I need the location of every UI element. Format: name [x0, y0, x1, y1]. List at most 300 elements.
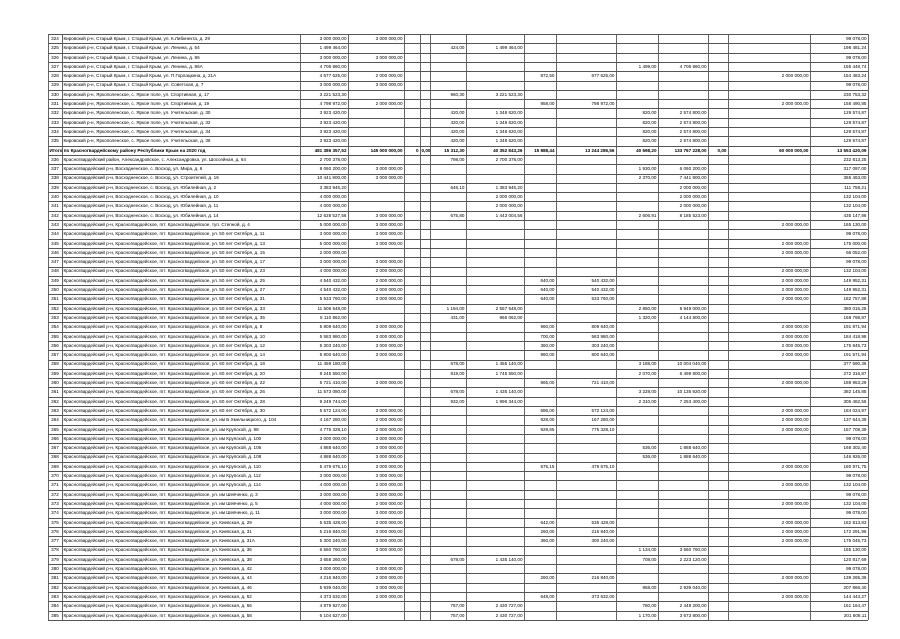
- row-value: 2 000 000,00: [781, 593, 809, 599]
- row-value: 161 164,47: [843, 603, 867, 609]
- row-value: 175 045,73: [843, 538, 867, 544]
- total-row-value: 13 244 286,56: [585, 147, 615, 153]
- row-number: 370: [51, 473, 59, 478]
- row-address: Красногвардейский р-н, Красногвардейское, пгт. Красногвардейское, ул. 60 лет Октября, д. 20: [63, 370, 265, 376]
- row-value: 2 000 000,00: [781, 500, 809, 506]
- row-address: Красногвардейский р-н, Красногвардейское, пгт. Красногвардейское, ул. 60 лет Октября, д. 14: [63, 352, 265, 358]
- row-value: 929,65: [540, 426, 555, 432]
- row-value: 2 700 378,00: [495, 156, 523, 162]
- row-number: 362: [51, 398, 59, 404]
- row-address: Красногвардейский р-н, Красногвардейское, пгт. Красногвардейское, ул. им Шевченко, д. 3: [63, 491, 258, 497]
- row-value: 2 000 000,00: [495, 194, 523, 199]
- row-value: 3 000 000,00: [375, 212, 403, 218]
- row-value: 540 432,00: [591, 287, 615, 292]
- row-address: Красногвардейский р-н, Красногвардейское, пгт. Красногвардейское, ул. 60 лет Октября, д. 28: [63, 398, 265, 404]
- row-value: 3 000 000,00: [375, 333, 403, 339]
- row-value: 4 216 840,00: [319, 575, 347, 581]
- row-number: 348: [51, 268, 59, 274]
- row-value: 8 060 200,00: [319, 166, 347, 172]
- row-number: 380: [51, 566, 59, 571]
- row-number: 381: [51, 575, 59, 581]
- row-address: Красногвардейский р-н, Красногвардейское, пгт. Красногвардейское, ул. Киевская, д. 58: [63, 612, 252, 618]
- row-value: 1 888 640,00: [679, 445, 707, 451]
- row-value: 2 430 727,00: [495, 612, 523, 618]
- row-value: 149 952,31: [843, 277, 867, 283]
- row-address: Кировский р-н, Старый Крым, г. Старый Крым, ул. П.Горлацкина, д. 21А: [63, 73, 217, 79]
- row-value: 360,00: [540, 538, 555, 544]
- row-value: 99 078,00: [846, 231, 867, 237]
- row-value: 798 972,00: [591, 101, 615, 106]
- row-number: 337: [51, 166, 59, 172]
- row-value: 3 000 000,00: [375, 296, 403, 302]
- row-address: Кировский р-н, Яркополенское, с. Яркое поле, ул. Учительская, д. 32: [63, 119, 211, 125]
- row-address: Кировский р-н, Яркополенское, с. Яркое поле, ул. Спортивная, д. 19: [63, 101, 210, 106]
- row-value: 191 871,94: [843, 324, 867, 330]
- row-value: 865,00: [540, 380, 555, 385]
- row-value: 1 745 550,00: [495, 370, 523, 376]
- row-value: 3 188,00: [638, 361, 657, 367]
- row-value: 5 809 640,00: [319, 324, 347, 330]
- row-value: 2 000 000,00: [781, 575, 809, 581]
- row-address: Красногвардейский р-н, Красногвардейское, пгт. Красногвардейское, ул. им Крупской, д. 110: [63, 463, 261, 469]
- row-value: 3 228,00: [638, 389, 657, 395]
- row-number: 360: [51, 380, 59, 385]
- row-number: 385: [51, 612, 59, 618]
- row-address: Красногвардейский р-н, Красногвардейское, пгт. Красногвардейское, ул. 50 лет Октября, д. 11: [63, 231, 265, 237]
- row-value: 4 373 632,00: [319, 593, 347, 599]
- row-address: Красногвардейский р-н, Красногвардейское, пгт. Красногвардейское, ул. 60 лет Октября, д. 10: [63, 333, 265, 339]
- row-value: 4 677 625,00: [319, 73, 347, 79]
- table-row-rule: [48, 620, 868, 621]
- row-value: 960,00: [540, 324, 555, 330]
- row-value: 11 573 080,00: [317, 389, 347, 395]
- row-value: 5 300 240,00: [319, 538, 347, 544]
- row-value: 132 104,00: [843, 194, 867, 199]
- row-number: 344: [51, 231, 59, 237]
- row-value: 575,15: [540, 463, 555, 469]
- row-address: Красногвардейский р-н, Красногвардейское, пгт. Красногвардейское, ул. им Крупской, д. 112: [63, 473, 261, 478]
- row-value: 146 926,00: [843, 454, 867, 460]
- row-value: 678,00: [450, 389, 465, 395]
- row-address: Красногвардейский р-н, Красногвардейское, пгт. Красногвардейское, ул. Киевская, д. 46: [63, 584, 252, 590]
- row-address: Кировский р-н, Яркополенское, с. Яркое поле, ул. Учительская, д. 30: [63, 110, 211, 116]
- row-value: 2 000 000,00: [781, 352, 809, 358]
- row-value: 809 640,00: [591, 324, 615, 330]
- row-value: 373 632,00: [591, 593, 615, 599]
- row-value: 3 560 760,00: [679, 547, 707, 553]
- row-value: 2 850,00: [638, 305, 657, 311]
- row-value: 2 000 000,00: [781, 426, 809, 432]
- row-value: 3 658 260,00: [319, 556, 347, 562]
- total-row-value: 481 386 357,52: [314, 147, 347, 153]
- row-value: 99 078,00: [846, 566, 867, 571]
- row-value: 99 078,00: [846, 435, 867, 441]
- row-value: 182 813,83: [843, 519, 867, 525]
- row-address: Красногвардейский р-н, Восходненское, с. Восход, ул. Юбилейная, д. 2: [63, 184, 217, 190]
- row-value: 182 757,86: [843, 296, 867, 302]
- row-value: 165 130,00: [843, 547, 867, 553]
- row-value: 2 000 000,00: [781, 519, 809, 525]
- row-value: 3 000 000,00: [375, 538, 403, 544]
- row-address: Красногвардейский р-н, Красногвардейское, пгт. Красногвардейское, ул. Киевская, д. 36: [63, 547, 252, 553]
- row-value: 382 145,85: [843, 389, 867, 395]
- total-row-value: 15 888,44: [534, 147, 555, 153]
- row-value: 958,00: [642, 584, 657, 590]
- row-value: 99 078,00: [846, 54, 867, 60]
- row-value: 4 167 280,00: [319, 417, 347, 423]
- row-value: 3 923 420,00: [319, 110, 347, 116]
- row-value: 184 024,97: [843, 407, 867, 413]
- row-value: 4 798 972,00: [319, 101, 347, 106]
- row-value: 132 104,00: [843, 482, 867, 488]
- row-value: 2 000 000,00: [781, 296, 809, 302]
- row-value: 2 000 000,00: [781, 73, 809, 79]
- row-address: Красногвардейский р-н, Красногвардейское, пгт. Красногвардейское, ул. 60 лет Октября, д. 30: [63, 407, 265, 413]
- row-value: 129 574,87: [843, 128, 867, 134]
- row-address: Кировский р-н, Яркополенское, с. Яркое поле, ул. Учительская, д. 36: [63, 138, 211, 144]
- row-value: 3 000 000,00: [375, 584, 403, 590]
- row-value: 10 441 800,00: [317, 175, 347, 181]
- row-number: 357: [51, 352, 59, 358]
- row-value: 6 104 527,00: [319, 612, 347, 618]
- row-value: 8 949 000,00: [679, 305, 707, 311]
- row-value: 2 000 000,00: [375, 593, 403, 599]
- row-number: 359: [51, 370, 59, 376]
- row-value: 1 348 620,00: [495, 110, 523, 116]
- row-number: 347: [51, 259, 59, 265]
- row-value: 2 430 727,00: [495, 603, 523, 609]
- row-value: 800 640,00: [591, 352, 615, 358]
- row-value: 3 673 800,00: [679, 612, 707, 618]
- row-value: 708,00: [642, 556, 657, 562]
- row-value: 2 000 000,00: [375, 101, 403, 106]
- row-value: 960,30: [450, 91, 465, 97]
- total-row-value: 145 000 000,00: [370, 147, 403, 153]
- row-number: 330: [51, 91, 59, 97]
- row-value: 540 432,00: [591, 277, 615, 283]
- row-value: 7 441 800,00: [679, 175, 707, 181]
- total-row-value: 13 553 420,09: [837, 147, 867, 153]
- row-value: 232 813,25: [843, 156, 867, 162]
- row-value: 230 753,32: [843, 91, 867, 97]
- row-value: 111 758,21: [844, 184, 867, 190]
- row-value: 4 706 860,00: [679, 63, 707, 69]
- row-number: 358: [51, 361, 59, 367]
- row-address: Красногвардейский р-н, Красногвардейское, пгт. Красногвардейское, ул. 60 лет Октября, д. 26: [63, 389, 265, 395]
- row-value: 168 302,40: [843, 445, 867, 451]
- row-value: 198 481,24: [843, 45, 867, 51]
- row-number: 331: [51, 101, 59, 106]
- row-value: 7 253 400,00: [679, 398, 707, 404]
- row-value: 2 000 000,00: [319, 249, 347, 255]
- row-value: 2 700 378,00: [319, 156, 347, 162]
- row-value: 3 923 420,00: [319, 119, 347, 125]
- row-value: 1 194,00: [446, 305, 465, 311]
- row-value: 932,00: [450, 398, 465, 404]
- row-value: 820,00: [642, 128, 657, 134]
- row-number: 332: [51, 110, 59, 116]
- row-value: 2 000 000,00: [781, 482, 809, 488]
- row-value: 3 000 000,00: [375, 240, 403, 246]
- row-value: 167 280,00: [591, 417, 615, 423]
- row-number: 351: [51, 296, 59, 302]
- row-value: 640,00: [540, 296, 555, 302]
- row-address: Кировский р-н, Старый Крым, г. Старый Крым, ул. Ленина, д. 86: [63, 54, 200, 60]
- row-value: 3 000 000,00: [375, 463, 403, 469]
- row-value: 958,00: [540, 101, 555, 106]
- row-value: 9 249 744,00: [319, 398, 347, 404]
- row-address: Красногвардейский р-н, Красногвардейское, пгт. Красногвардейское, туп. Степной, д. 4: [63, 221, 250, 227]
- row-value: 2 574 800,00: [679, 128, 707, 134]
- row-number: 384: [51, 603, 59, 609]
- row-value: 129 574,87: [843, 138, 867, 144]
- table-column-rule: [708, 34, 709, 620]
- row-address: Красногвардейский р-н, Красногвардейское, пгт. Красногвардейское, ул. 50 лет Октября, д. 27: [63, 287, 265, 292]
- row-value: 819,00: [450, 370, 465, 376]
- row-value: 165 130,00: [843, 221, 867, 227]
- row-value: 420,00: [450, 110, 465, 116]
- row-number: 356: [51, 342, 59, 348]
- row-value: 188 953,29: [843, 380, 867, 385]
- row-value: 1 455 140,00: [495, 361, 523, 367]
- row-value: 820,00: [642, 119, 657, 125]
- row-value: 3 221 523,30: [495, 91, 523, 97]
- row-value: 365 463,00: [843, 175, 867, 181]
- row-number: 334: [51, 128, 59, 134]
- row-value: 3 000 000,00: [375, 528, 403, 534]
- row-value: 3 923 420,00: [319, 138, 347, 144]
- row-value: 99 078,00: [846, 82, 867, 88]
- row-value: 3 000 000,00: [375, 221, 403, 227]
- row-value: 966 062,00: [499, 314, 523, 320]
- row-value: 2 000 000,00: [781, 407, 809, 413]
- row-value: 157 708,39: [843, 426, 867, 432]
- row-value: 3 000 000,00: [375, 510, 403, 516]
- total-row-label: Итого по Красногвардейскому району Республики Крым на 2020 год: [49, 147, 206, 153]
- row-value: 11 459 180,00: [317, 361, 347, 367]
- row-value: 175 845,73: [843, 342, 867, 348]
- row-value: 5 000 000,00: [319, 221, 347, 227]
- row-value: 3 000 000,00: [375, 380, 403, 385]
- row-address: Красногвардейский р-н, Красногвардейское, пгт. Красногвардейское, ул. им Крупской, д. 98: [63, 426, 259, 432]
- row-value: 5 000 000,00: [319, 240, 347, 246]
- row-address: Красногвардейский р-н, Красногвардейское, пгт. Красногвардейское, ул. им Крупской, д. 106: [63, 445, 262, 451]
- row-value: 172 291,96: [843, 528, 867, 534]
- row-address: Красногвардейский р-н, Красногвардейское, пгт. Красногвардейское, ул. им Б.Хмельницкого, д. 104: [63, 417, 277, 423]
- row-value: 3 000 000,00: [375, 175, 403, 181]
- row-value: 3 000 000,00: [375, 324, 403, 330]
- row-number: 345: [51, 240, 59, 246]
- table-column-rule: [868, 34, 869, 620]
- row-value: 1 435 140,00: [495, 556, 523, 562]
- row-value: 360,00: [540, 342, 555, 348]
- row-value: 2 000 000,00: [781, 221, 809, 227]
- row-value: 2 000 000,00: [679, 194, 707, 199]
- row-value: 960,00: [540, 352, 555, 358]
- row-address: Красногвардейский район, Александровское, с. Александровка, ул. Шоссейная, д. 64: [63, 156, 246, 162]
- row-value: 3 000 000,00: [375, 445, 403, 451]
- row-value: 260,00: [540, 528, 555, 534]
- row-address: Красногвардейский р-н, Красногвардейское, пгт. Красногвардейское, ул. 50 лет Октября, д. 31: [63, 296, 265, 302]
- row-value: 1 435 140,00: [495, 389, 523, 395]
- row-value: 168 798,87: [843, 314, 867, 320]
- row-number: 383: [51, 593, 59, 599]
- row-value: 2 000 000,00: [375, 277, 403, 283]
- row-number: 326: [51, 54, 59, 60]
- row-value: 216 840,00: [591, 528, 615, 534]
- row-value: 775 328,10: [591, 426, 615, 432]
- row-value: 780,00: [642, 603, 657, 609]
- table-column-rule: [420, 34, 421, 620]
- row-value: 2 574 800,00: [679, 110, 707, 116]
- row-value: 1 888 640,00: [679, 454, 707, 460]
- row-value: 686,00: [540, 407, 555, 413]
- row-value: 2 000 000,00: [375, 73, 403, 79]
- row-address: Красногвардейский р-н, Красногвардейское, пгт. Красногвардейское, ул. Киевская, д. 38: [63, 556, 252, 562]
- row-value: 207 866,40: [843, 584, 867, 590]
- row-address: Красногвардейский р-н, Красногвардейское, пгт. Красногвардейское, ул. Киевская, д. 52: [63, 593, 252, 599]
- row-value: 2 310,00: [638, 398, 657, 404]
- row-value: 533 760,00: [591, 296, 615, 302]
- row-value: 3 000 000,00: [319, 54, 347, 60]
- row-value: 272 316,87: [843, 370, 867, 376]
- row-address: Красногвардейский р-н, Красногвардейское, пгт. Красногвардейское, ул. Киевская, д. 29: [63, 519, 252, 525]
- row-number: 374: [51, 510, 59, 516]
- row-value: 3 000 000,00: [375, 54, 403, 60]
- row-number: 333: [51, 119, 59, 125]
- row-value: 678,00: [450, 361, 465, 367]
- row-value: 572 124,00: [591, 407, 615, 413]
- row-number: 342: [51, 212, 59, 218]
- row-address: Кировский р-н, Старый Крым, г. Старый Крым, ул. Советская, д. 7: [63, 82, 204, 88]
- row-number: 328: [51, 73, 59, 79]
- row-value: 646,10: [450, 184, 465, 190]
- row-value: 377 590,36: [843, 361, 867, 367]
- row-value: 191 571,94: [843, 352, 867, 358]
- row-value: 132 104,00: [843, 500, 867, 506]
- row-value: 2 000 000,00: [781, 528, 809, 534]
- row-value: 757,00: [450, 612, 465, 618]
- row-value: 420,00: [450, 138, 465, 144]
- row-value: 1 996 344,00: [495, 398, 523, 404]
- row-value: 4 144 800,00: [679, 314, 707, 320]
- row-value: 132 104,00: [843, 203, 867, 209]
- row-number: 355: [51, 333, 59, 339]
- row-value: 99 078,00: [846, 473, 867, 478]
- row-number: 378: [51, 547, 59, 553]
- row-address: Красногвардейский р-н, Красногвардейское, пгт. Красногвардейское, ул. им Крупской, д. 100: [63, 435, 262, 441]
- row-value: 872,50: [540, 73, 555, 79]
- row-value: 2 000 000,00: [781, 240, 809, 246]
- row-value: 2 000 000,00: [781, 324, 809, 330]
- row-value: 4 888 640,00: [319, 445, 347, 451]
- row-value: 2 000 000,00: [375, 268, 403, 274]
- row-address: Красногвардейский р-н, Восходненское, с. Восход, ул. Юбилейная, д. 10: [63, 194, 219, 199]
- row-value: 2 000 000,00: [375, 417, 403, 423]
- row-value: 479 675,10: [591, 463, 615, 469]
- row-address: Красногвардейский р-н, Красногвардейское, пгт. Красногвардейское, ул. им Крупской, д. 114: [63, 482, 261, 488]
- row-value: 4 000 000,00: [319, 194, 347, 199]
- row-value: 2 000 000,00: [781, 101, 809, 106]
- row-value: 4 000 000,00: [319, 203, 347, 209]
- row-address: Красногвардейский р-н, Красногвардейское, пгт. Красногвардейское, ул. Киевская, д. 31А: [63, 538, 255, 544]
- row-value: 2 939 040,00: [679, 584, 707, 590]
- table-column-rule: [404, 34, 405, 620]
- row-address: Красногвардейский р-н, Красногвардейское, пгт. Красногвардейское, ул. им Шевченко, д. 5: [63, 500, 258, 506]
- row-value: 4 000 000,00: [319, 482, 347, 488]
- total-row-value: 133 767 228,00: [674, 147, 707, 153]
- row-value: 2 000 000,00: [781, 538, 809, 544]
- row-value: 380 015,25: [843, 305, 867, 311]
- row-value: 5 479 675,10: [319, 463, 347, 469]
- row-number: 375: [51, 519, 59, 525]
- row-value: 3 000 000,00: [375, 473, 403, 478]
- row-value: 3 000 000,00: [319, 510, 347, 516]
- row-value: 2 000 000,00: [781, 463, 809, 469]
- row-number: 371: [51, 482, 59, 488]
- row-value: 1 348 620,00: [495, 128, 523, 134]
- row-number: 364: [51, 417, 59, 423]
- row-address: Красногвардейский р-н, Красногвардейское, пгт. Красногвардейское, ул. 50 лет Октября, д. 13: [63, 240, 265, 246]
- row-value: 11 506 548,00: [317, 305, 347, 311]
- row-value: 677 625,00: [591, 73, 615, 79]
- row-address: Красногвардейский р-н, Красногвардейское, пгт. Красногвардейское, ул. им Шевченко, д. 11: [63, 510, 260, 516]
- row-value: 648,00: [540, 593, 555, 599]
- row-number: 346: [51, 249, 59, 255]
- row-value: 158 490,85: [843, 101, 867, 106]
- row-value: 317 097,00: [843, 166, 867, 172]
- row-value: 640,00: [540, 287, 555, 292]
- row-address: Красногвардейский р-н, Красногвардейское, пгт. Красногвардейское, ул. 60 лет Октября, д. 8: [63, 324, 263, 330]
- row-value: 4 888 640,00: [319, 454, 347, 460]
- row-address: Кировский р-н, Старый Крым, г. Старый Крым, ул. Ленина, д. 86А: [63, 63, 203, 69]
- row-value: 66 052,00: [846, 249, 867, 255]
- row-value: 2 000 000,00: [781, 417, 809, 423]
- row-value: 184 418,98: [843, 333, 867, 339]
- row-value: 3 000 000,00: [319, 473, 347, 478]
- row-value: 420,00: [450, 119, 465, 125]
- row-number: 373: [51, 500, 59, 506]
- row-value: 3 000 000,00: [375, 566, 403, 571]
- row-value: 5 110 862,00: [320, 314, 347, 320]
- row-address: Красногвардейский р-н, Красногвардейское, пгт. Красногвардейское, ул. 50 лет Октября, д. 25: [63, 277, 265, 283]
- row-value: 3 000 000,00: [375, 352, 403, 358]
- row-address: Кировский р-н, Старый Крым, г. Старый Крым, ул. Ленина, д. 54: [63, 45, 200, 51]
- row-value: 4 540 432,00: [319, 277, 347, 283]
- row-value: 3 000 000,00: [375, 435, 403, 441]
- row-address: Красногвардейский р-н, Красногвардейское, пгт. Красногвардейское, ул. 60 лет Октября, д. 18: [63, 361, 265, 367]
- row-address: Кировский р-н, Яркополенское, с. Яркое поле, ул. Спортивная, д. 17: [63, 91, 210, 97]
- row-number: 350: [51, 287, 59, 292]
- row-value: 2 000 000,00: [781, 277, 809, 283]
- row-value: 1 320,00: [638, 314, 657, 320]
- row-number: 329: [51, 82, 59, 88]
- row-value: 12 628 527,56: [317, 212, 347, 218]
- row-address: Красногвардейский р-н, Красногвардейское, пгт. Красногвардейское, ул. 50 лет Октября, д. 33: [63, 305, 265, 311]
- row-number: 367: [51, 445, 59, 451]
- row-value: 3 000 000,00: [319, 231, 347, 237]
- row-value: 721 410,00: [591, 380, 615, 385]
- row-address: Красногвардейский р-н, Восходненское, с. Восход, ул. Строителей, д. 16: [63, 175, 219, 181]
- row-number: 352: [51, 305, 59, 311]
- row-address: Красногвардейский р-н, Красногвардейское, пгт. Красногвардейское, ул. Киевская, д. 42: [63, 566, 252, 571]
- row-address: Красногвардейский р-н, Красногвардейское, пгт. Красногвардейское, ул. Киевская, д. 56: [63, 603, 252, 609]
- row-number: 377: [51, 538, 59, 544]
- row-value: 1 170,00: [638, 612, 657, 618]
- row-value: 431,00: [450, 314, 465, 320]
- row-value: 675,80: [450, 212, 465, 218]
- row-value: 2 557 548,00: [495, 305, 523, 311]
